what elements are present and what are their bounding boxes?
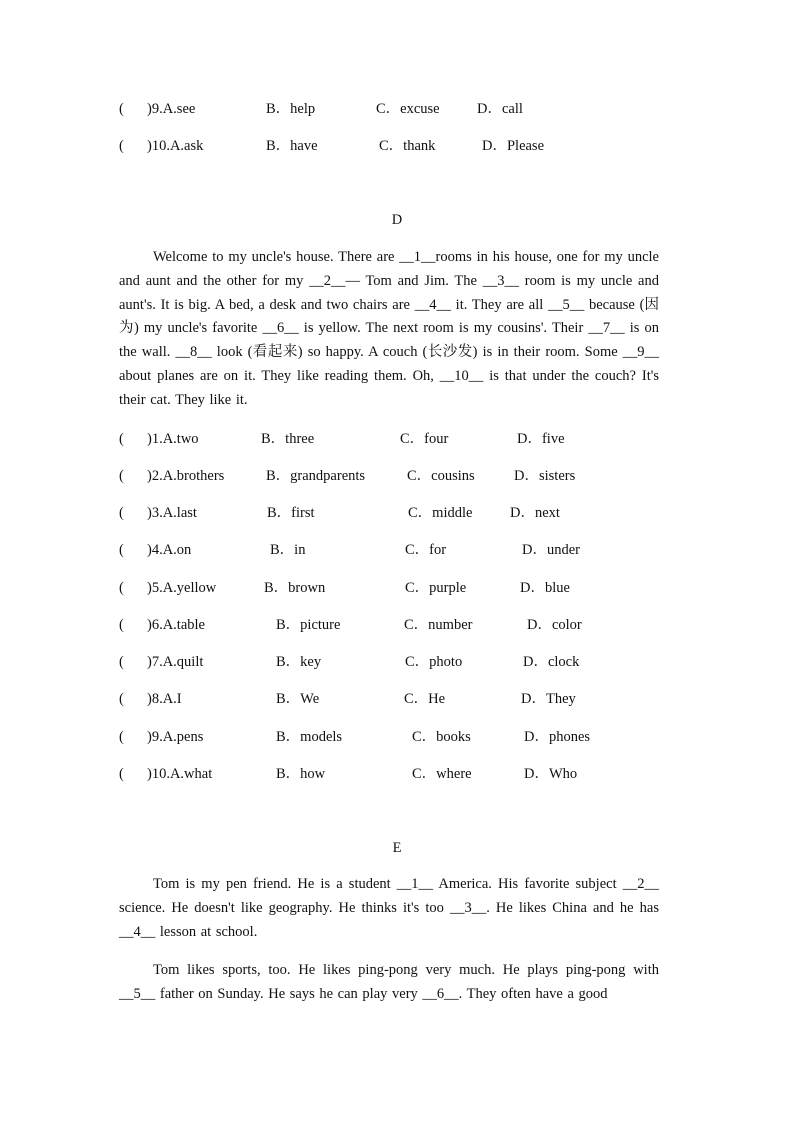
option-d: D．sisters bbox=[514, 468, 576, 484]
option-a: )8.A.I bbox=[147, 691, 182, 707]
option-b: B．key bbox=[276, 654, 322, 670]
option-c: C．four bbox=[400, 431, 449, 447]
option-c: C．photo bbox=[405, 654, 463, 670]
section-e-paragraph-2: Tom likes sports, too. He likes ping-pong very much. He plays ping-pong with __5__ father on Sunday. He says he can play very __6__. They often have a good bbox=[119, 962, 659, 1002]
option-d: D．next bbox=[510, 505, 560, 521]
option-c: C．He bbox=[404, 691, 446, 707]
option-d: D．call bbox=[477, 101, 523, 117]
option-b: B．brown bbox=[264, 580, 326, 596]
option-c: C．cousins bbox=[407, 468, 475, 484]
option-c: C．middle bbox=[408, 505, 473, 521]
option-c: C．excuse bbox=[376, 101, 440, 117]
option-c: C．books bbox=[412, 729, 471, 745]
option-b: B．three bbox=[261, 431, 315, 447]
answer-bracket: ( bbox=[119, 729, 124, 745]
option-d: D．phones bbox=[524, 729, 591, 745]
option-b: B．have bbox=[266, 138, 318, 154]
option-d: D．Who bbox=[524, 766, 578, 782]
option-a: )3.A.last bbox=[147, 505, 197, 521]
option-a: )9.A.see bbox=[147, 101, 196, 117]
option-d: D．blue bbox=[520, 580, 570, 596]
option-d: D．Please bbox=[482, 138, 545, 154]
option-c: C．number bbox=[404, 617, 473, 633]
section-e-paragraph-1: Tom is my pen friend. He is a student __1__ America. His favorite subject __2__ science. He doesn't like geography. He thinks it's too __3__. He likes China and he has __4__ lesson at school. bbox=[119, 876, 659, 940]
option-d: D．clock bbox=[523, 654, 580, 670]
option-a: )10.A.ask bbox=[147, 138, 204, 154]
option-a: )6.A.table bbox=[147, 617, 205, 633]
option-b: B．We bbox=[276, 691, 320, 707]
option-a: )10.A.what bbox=[147, 766, 213, 782]
answer-bracket: ( bbox=[119, 138, 124, 154]
option-d: D．five bbox=[517, 431, 565, 447]
option-b: B．help bbox=[266, 101, 316, 117]
option-a: )7.A.quilt bbox=[147, 654, 204, 670]
answer-bracket: ( bbox=[119, 101, 124, 117]
option-c: C．thank bbox=[379, 138, 436, 154]
option-b: B．models bbox=[276, 729, 343, 745]
option-c: C．where bbox=[412, 766, 472, 782]
answer-bracket: ( bbox=[119, 766, 124, 782]
option-b: B．how bbox=[276, 766, 326, 782]
answer-bracket: ( bbox=[119, 654, 124, 670]
option-a: )9.A.pens bbox=[147, 729, 204, 745]
section-e-heading: E bbox=[392, 840, 402, 856]
option-d: D．They bbox=[521, 691, 576, 707]
option-a: )1.A.two bbox=[147, 431, 199, 447]
option-a: )2.A.brothers bbox=[147, 468, 225, 484]
option-b: B．picture bbox=[276, 617, 341, 633]
option-c: C．purple bbox=[405, 580, 467, 596]
option-d: D．under bbox=[522, 542, 580, 558]
option-b: B．in bbox=[270, 542, 306, 558]
option-a: )5.A.yellow bbox=[147, 580, 217, 596]
section-d-passage: Welcome to my uncle's house. There are __1__rooms in his house, one for my uncle and aunt and the other for my __2__— Tom and Jim. The __3__ room is my uncle and aunt's. It is big. A bed, a desk and two chairs are __4__ it. They are all __5__ because (因为) my uncle's favorite __6__ is yellow. The next room is my cousins'. Their __7__ is on the wall. __8__ look (看起来) so happy. A couch (长沙发) is in their room. Some __9__ about planes are on it. They like reading them. Oh, __10__ is that under the couch? It's their cat. They like it. bbox=[119, 249, 659, 408]
answer-bracket: ( bbox=[119, 542, 124, 558]
option-d: D．color bbox=[527, 617, 582, 633]
answer-bracket: ( bbox=[119, 580, 124, 596]
answer-bracket: ( bbox=[119, 505, 124, 521]
option-b: B．first bbox=[267, 505, 315, 521]
option-a: )4.A.on bbox=[147, 542, 192, 558]
option-c: C．for bbox=[405, 542, 447, 558]
answer-bracket: ( bbox=[119, 431, 124, 447]
answer-bracket: ( bbox=[119, 468, 124, 484]
option-b: B．grandparents bbox=[266, 468, 366, 484]
section-d-heading: D bbox=[391, 212, 403, 228]
answer-bracket: ( bbox=[119, 691, 124, 707]
answer-bracket: ( bbox=[119, 617, 124, 633]
